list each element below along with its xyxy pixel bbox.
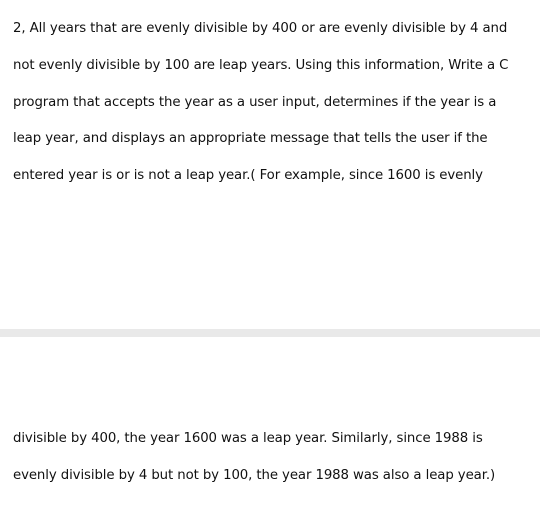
page-separator [0,329,540,337]
document-page-2 [0,337,540,517]
problem-text-line-7: evenly divisible by 4 but not by 100, the year 1988 was also a leap year.) [13,468,496,483]
problem-text-line-2: not evenly divisible by 100 are leap years. Using this information, Write a C [13,58,509,73]
problem-text-line-4: leap year, and displays an appropriate message that tells the user if the [13,131,488,146]
problem-text-line-5: entered year is or is not a leap year.( For example, since 1600 is evenly [13,168,483,183]
problem-text-line-6: divisible by 400, the year 1600 was a leap year. Similarly, since 1988 is [13,431,483,446]
problem-text-line-3: program that accepts the year as a user input, determines if the year is a [13,95,497,110]
problem-text-line-1: 2, All years that are evenly divisible by 400 or are evenly divisible by 4 and [13,21,508,36]
